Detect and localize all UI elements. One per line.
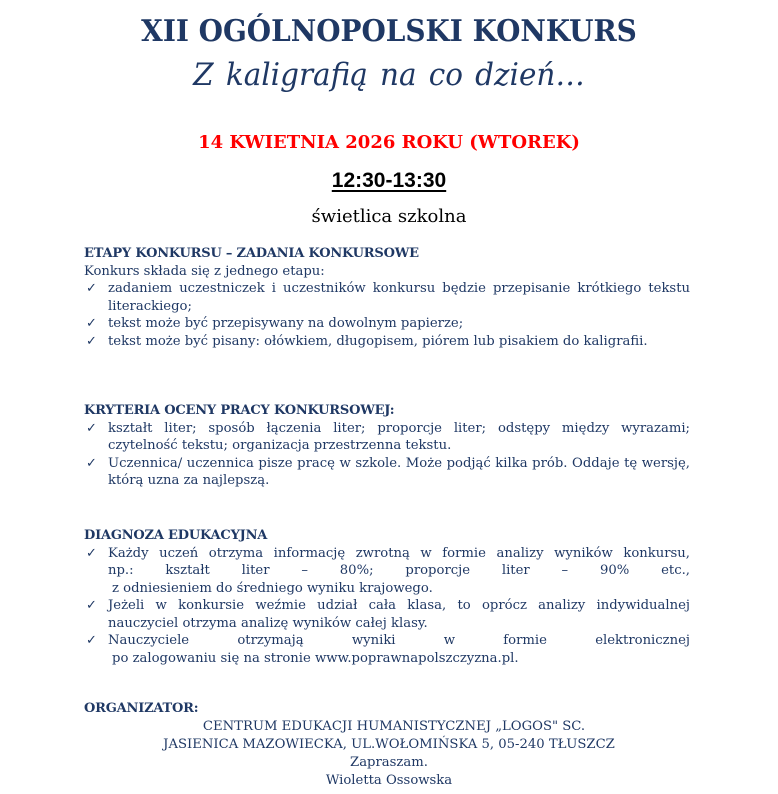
contest-subtitle: Z kaligrafią na co dzień… <box>193 57 585 93</box>
list-item <box>84 333 690 351</box>
list-item-line: Każdy uczeń otrzyma informację zwrotną w formie analizy wyników konkursu, <box>108 545 690 561</box>
check-icon: ✓ <box>86 281 97 296</box>
list-item-line: z odniesieniem do średniego wyniku krajowego. <box>112 580 433 596</box>
list-item-text: Jeżeli w konkursie weźmie udział cała klasa, to oprócz analizy indywidualnej nauczyciel otrzyma analizę wyników całej klasy. <box>108 598 690 631</box>
section-diagnosis <box>84 527 690 667</box>
organizer-block <box>84 700 704 790</box>
section-heading: ETAPY KONKURSU – ZADANIA KONKURSOWE <box>84 246 419 261</box>
organizer-address: JASIENICA MAZOWIECKA, UL.WOŁOMIŃSKA 5, 05-240 TŁUSZCZ <box>163 737 615 752</box>
contest-time-text: 12:30-13:30 <box>331 169 447 192</box>
list-item-line: np.: kształt liter – 80%; proporcje liter – 90% etc., <box>108 563 690 578</box>
list-item-line: Nauczyciele otrzymają wyniki w formie elektronicznej <box>108 633 690 648</box>
check-icon: ✓ <box>86 420 97 436</box>
section-heading: KRYTERIA OCENY PRACY KONKURSOWEJ: <box>84 403 395 418</box>
section-criteria <box>84 402 690 490</box>
criteria-list <box>84 420 690 490</box>
list-item-text: kształt liter; sposób łączenia liter; proporcje liter; odstępy między wyrazami; czytelność tekstu; organizacja przestrzenna tekstu. <box>108 420 690 453</box>
contest-title: XII OGÓLNOPOLSKI KONKURS <box>141 14 637 49</box>
organizer-heading: ORGANIZATOR: <box>84 701 199 716</box>
contest-place: świetlica szkolna <box>311 206 467 227</box>
signature: Wioletta Ossowska <box>325 773 453 788</box>
list-item <box>84 632 690 667</box>
list-item <box>84 545 690 598</box>
check-icon: ✓ <box>86 633 97 648</box>
contest-date: 14 KWIETNIA 2026 ROKU (WTOREK) <box>198 132 580 153</box>
list-item-text: tekst może być pisany: ołówkiem, długopisem, piórem lub pisakiem do kaligrafii. <box>108 333 648 349</box>
list-item <box>84 280 690 315</box>
check-icon: ✓ <box>86 598 97 613</box>
closing-text: Zapraszam. <box>350 755 428 770</box>
list-item <box>84 420 690 455</box>
section-stages <box>84 245 690 350</box>
check-icon: ✓ <box>86 316 97 331</box>
check-icon: ✓ <box>86 333 97 349</box>
list-item <box>84 455 690 490</box>
list-item-text: tekst może być przepisywany na dowolnym papierze; <box>108 316 464 331</box>
check-icon: ✓ <box>86 455 97 471</box>
list-item-text: Uczennica/ uczennica pisze pracę w szkole. Może podjąć kilka prób. Oddaje tę wersję, którą uzna za najlepszą. <box>108 455 690 488</box>
stages-list <box>84 280 690 350</box>
organizer-name: CENTRUM EDUKACJI HUMANISTYCZNEJ „LOGOS" SC. <box>202 719 586 734</box>
diagnosis-list <box>84 545 690 668</box>
list-item-line: po zalogowaniu się na stronie www.poprawnapolszczyzna.pl. <box>112 650 519 666</box>
section-intro: Konkurs składa się z jednego etapu: <box>84 263 325 279</box>
list-item-text: zadaniem uczestniczek i uczestników konkursu będzie przepisanie krótkiego tekstu literackiego; <box>108 281 690 314</box>
section-heading: DIAGNOZA EDUKACYJNA <box>84 528 268 543</box>
contest-time <box>0 168 778 194</box>
list-item <box>84 315 690 333</box>
list-item <box>84 597 690 632</box>
check-icon: ✓ <box>86 545 97 561</box>
